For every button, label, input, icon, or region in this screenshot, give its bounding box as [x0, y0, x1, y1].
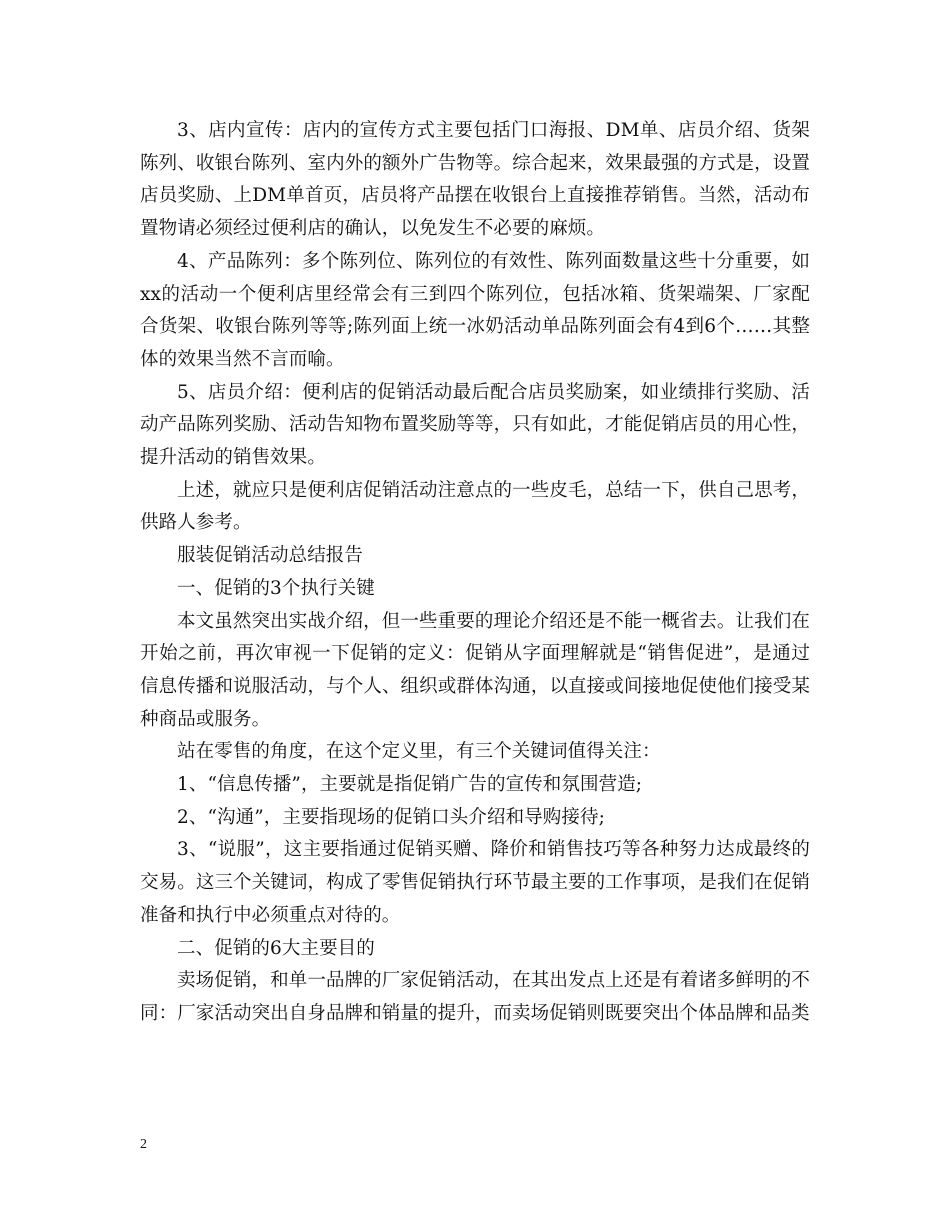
document-body [140, 115, 810, 1031]
list-item-persuasion: 3、“说服”，这主要指通过促销买赠、降价和销售技巧等各种努力达成最终的交易。这三个关键词，构成了零售促销执行环节最主要的工作事项，是我们在促销准备和执行中必须重点对待的。 [140, 839, 810, 926]
section-heading-goals: 二、促销的6大主要目的 [177, 937, 375, 959]
section-title-report: 服装促销活动总结报告 [177, 545, 364, 567]
paragraph-definition: 本文虽然突出实战介绍，但一些重要的理论介绍还是不能一概省去。让我们在开始之前，再次审视一下促销的定义：促销从字面理解就是“销售促进”，是通过信息传播和说服活动，与个人、组织或群体沟通，以直接或间接地促使他们接受某种商品或服务。 [140, 610, 810, 730]
paragraph-summary: 上述，就应只是便利店促销活动注意点的一些皮毛，总结一下，供自己思考，供路人参考。 [140, 479, 810, 534]
paragraph-store-vs-brand: 卖场促销，和单一品牌的厂家促销活动，在其出发点上还是有着诸多鲜明的不同：厂家活动突出自身品牌和销量的提升，而卖场促销则既要突出个体品牌和品类 [140, 970, 810, 1024]
paragraph-staff-introduction: 5、店员介绍：便利店的促销活动最后配合店员奖励案，如业绩排行奖励、活动产品陈列奖励、活动告知物布置奖励等等，只有如此，才能促销店员的用心性，提升活动的销售效果。 [140, 381, 810, 469]
paragraph-retail-angle: 站在零售的角度，在这个定义里，有三个关键词值得关注： [177, 741, 661, 763]
list-item-communication: 2、“沟通”，主要指现场的促销口头介绍和导购接待; [177, 806, 605, 828]
section-heading-keys: 一、促销的3个执行关键 [177, 577, 375, 599]
page-number: 2 [140, 1137, 147, 1152]
paragraph-store-promotion: 3、店内宣传：店内的宣传方式主要包括门口海报、DM单、店员介绍、货架陈列、收银台陈列、室内外的额外广告物等。综合起来，效果最强的方式是，设置店员奖励、上DM单首页，店员将产品摆在收银台上直接推荐销售。当然，活动布置物请必须经过便利店的确认，以免发生不必要的麻烦。 [140, 120, 810, 240]
paragraph-product-display: 4、产品陈列：多个陈列位、陈列位的有效性、陈列面数量这些十分重要，如xx的活动一个便利店里经常会有三到四个陈列位，包括冰箱、货架端架、厂家配合货架、收银台陈列等等;陈列面上统一冰奶活动单品陈列面会有4到6个……其整体的效果当然不言而喻。 [140, 250, 810, 370]
list-item-information: 1、“信息传播”，主要就是指促销广告的宣传和氛围营造; [177, 774, 643, 796]
